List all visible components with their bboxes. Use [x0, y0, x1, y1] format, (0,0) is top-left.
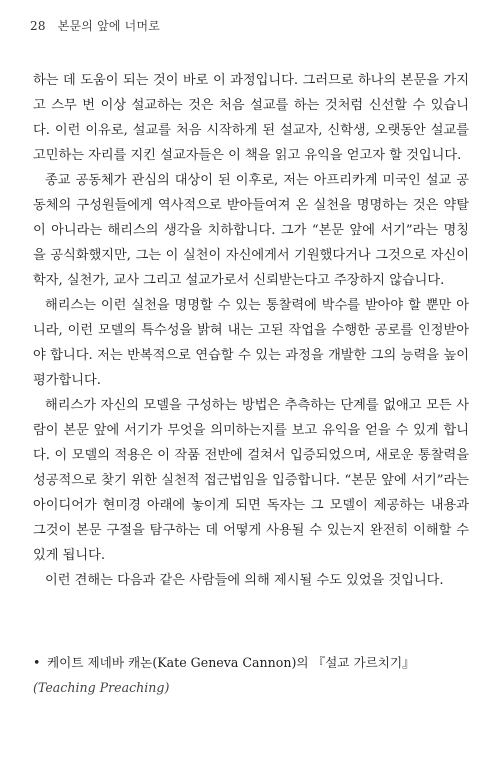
page-number: 28	[30, 19, 46, 33]
bullet-marker: •	[33, 655, 41, 670]
bullet-list-item	[33, 650, 469, 700]
body-text	[33, 68, 469, 593]
paragraph: 하는 데 도움이 되는 것이 바로 이 과정입니다. 그러므로 하나의 본문을 가지고 스무 번 이상 설교하는 것은 처음 설교를 하는 것처럼 신선할 수 있습니다. 이런 이유로, 설교를 처음 시작하게 된 설교자, 신학생, 오랫동안 설교를 고민하는 자리를 지킨 설교자들은 이 책을 읽고 유익을 얻고자 할 것입니다.	[33, 73, 469, 163]
paragraph: 종교 공동체가 관심의 대상이 된 이후로, 저는 아프리카계 미국인 설교 공동체의 구성원들에게 역사적으로 받아들여져 온 실천을 명명하는 것은 약탈이 아니라는 해리스의 생각을 치하합니다. 그가 “본문 앞에 서기”라는 명칭을 공식화했지만, 그는 이 실천이 자신에게서 기원했다거나 그것으로 자신이 학자, 실천가, 교사 그리고 설교가로서 신뢰받는다고 주장하지 않습니다.	[33, 173, 469, 288]
paragraph: 이런 견해는 다음과 같은 사람들에 의해 제시될 수도 있었을 것입니다.	[45, 573, 444, 588]
paragraph: 해리스가 자신의 모델을 구성하는 방법은 추측하는 단계를 없애고 모든 사람이 본문 앞에 서기가 무엇을 의미하는지를 보고 유익을 얻을 수 있게 합니다. 이 모델의 적용은 이 작품 전반에 걸쳐서 입증되었으며, 새로운 통찰력을 성공적으로 찾기 위한 실천적 접근법임을 입증합니다. “본문 앞에 서기”라는 아이디어가 현미경 아래에 놓이게 되면 독자는 그 모델이 제공하는 내용과 그것이 본문 구절을 탐구하는 데 어떻게 사용될 수 있는지 완전히 이해할 수 있게 됩니다.	[33, 398, 469, 563]
running-header	[30, 17, 160, 34]
bullet-text: 케이트 제네바 캐논(Kate Geneva Cannon)의 『설교 가르치기』	[47, 655, 415, 670]
bullet-italic-title: (Teaching Preaching)	[33, 680, 170, 695]
running-title: 본문의 앞에 너머로	[57, 19, 161, 33]
paragraph: 해리스는 이런 실천을 명명할 수 있는 통찰력에 박수를 받아야 할 뿐만 아니라, 이런 모델의 특수성을 밝혀 내는 고된 작업을 수행한 공로를 인정받아야 합니다. 저는 반복적으로 연습할 수 있는 과정을 개발한 그의 능력을 높이 평가합니다.	[33, 298, 469, 388]
